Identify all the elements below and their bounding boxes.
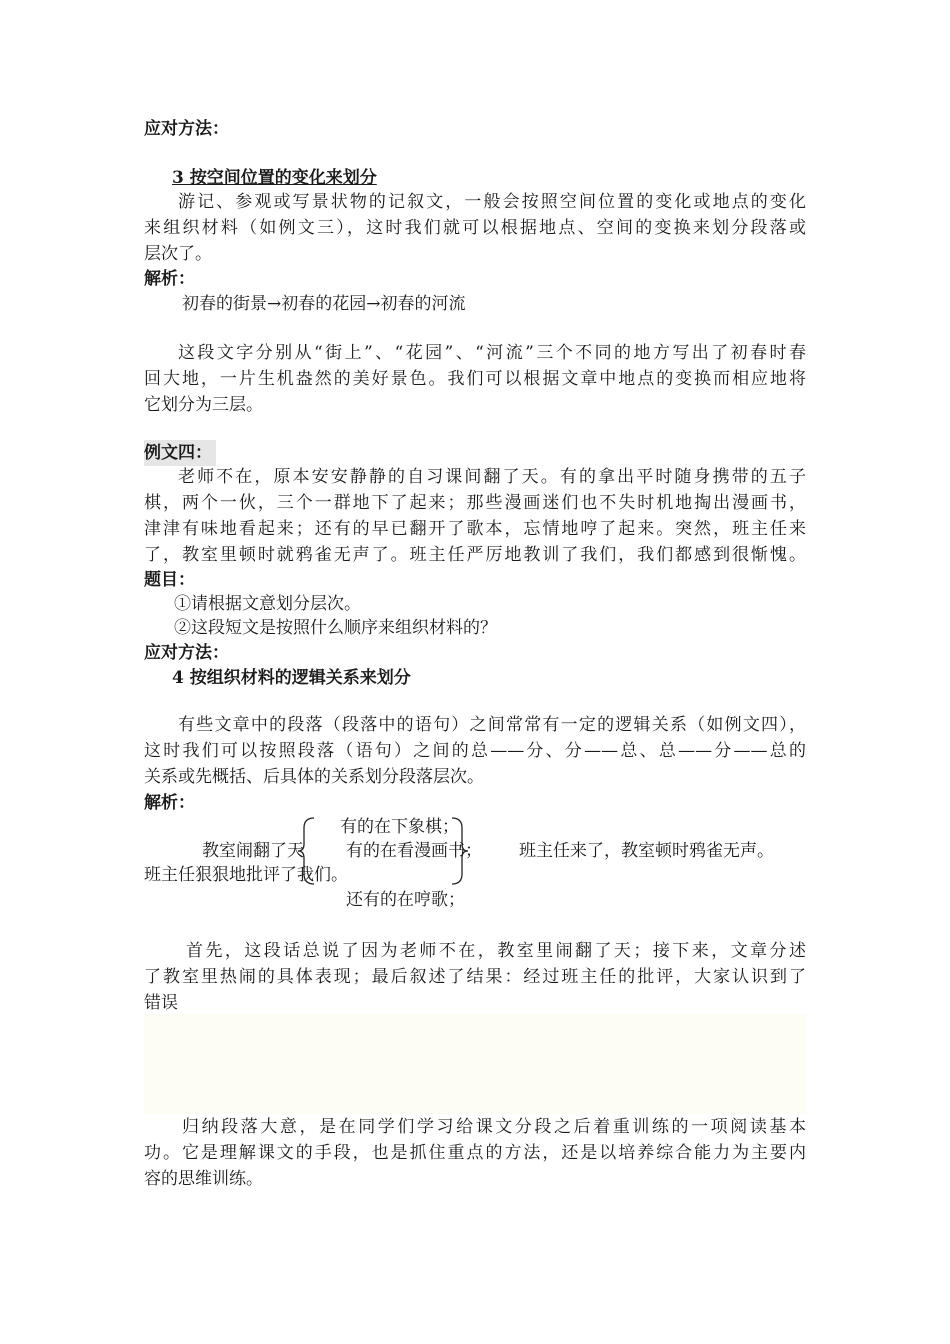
section-4-paragraph <box>144 712 806 790</box>
location-sequence: 初春的街景→初春的花园→初春的河流 <box>182 294 466 314</box>
para-line: 错误 <box>144 993 178 1013</box>
para-line: 棋，两个一伙，三个一群地下了起来；那些漫画迷们也不失时机地掏出漫画书， <box>144 493 806 513</box>
diagram-item-chess: 有的在下象棋； <box>340 817 459 837</box>
para-line: 归纳段落大意，是在同学们学习给课文分段之后着重训练的一项阅读基本 <box>182 1117 806 1137</box>
para-line: 关系或先概括、后具体的关系划分段落层次。 <box>144 767 484 787</box>
analysis-label-2: 解析： <box>144 793 195 813</box>
para-line: 津津有味地看起来；还有的早已翻开了歌本，忘情地哼了起来。突然，班主任来 <box>144 519 806 539</box>
left-brace-icon <box>296 816 320 886</box>
para-line: 游记、参观或写景状物的记叙文，一般会按照空间位置的变化或地点的变化 <box>178 192 806 212</box>
analysis-label-1: 解析： <box>144 269 195 289</box>
para-line: 这段文字分别从“街上”、“花园”、“河流”三个不同的地方写出了初春时春 <box>178 343 806 363</box>
right-brace-icon <box>448 816 472 886</box>
section-3-explanation <box>144 340 806 418</box>
para-line: 它划分为三层。 <box>144 395 263 415</box>
question-label: 题目： <box>144 570 195 590</box>
para-line: 这时我们可以按照段落（语句）之间的总——分、分——总、总——分——总的 <box>144 741 806 761</box>
section-4-title: 4 按组织材料的逻辑关系来划分 <box>172 668 411 688</box>
question-2: ②这段短文是按照什么顺序来组织材料的？ <box>174 618 497 638</box>
para-line: 功。它是理解课文的手段，也是抓住重点的方法，还是以培养综合能力为主要内 <box>144 1143 806 1163</box>
closing-paragraph <box>144 1114 806 1192</box>
para-line: 首先，这段话总说了因为老师不在，教室里闹翻了天；接下来，文章分述 <box>186 941 806 961</box>
method-heading-2: 应对方法： <box>144 643 229 663</box>
para-line: 了，教室里顿时就鸦雀无声了。班主任严厉地教训了我们，我们都感到很惭愧。 <box>144 545 806 565</box>
diagram-right: 班主任来了，教室顿时鸦雀无声。 <box>519 841 774 861</box>
section-3-paragraph <box>144 189 806 267</box>
para-line: 有些文章中的段落（段落中的语句）之间常常有一定的逻辑关系（如例文四）， <box>178 715 806 735</box>
method-heading-1: 应对方法： <box>144 119 229 139</box>
example-4-text <box>144 464 806 568</box>
para-line: 层次了。 <box>144 244 212 264</box>
diagram-left-bottom: 班主任狠狠地批评了我们。 <box>144 865 348 885</box>
section-3-title: 3 按空间位置的变化来划分 <box>172 168 377 188</box>
para-line: 老师不在，原本安安静静的自习课间翻了天。有的拿出平时随身携带的五子 <box>178 467 806 487</box>
para-line: 容的思维训练。 <box>144 1169 263 1189</box>
diagram-left-top: 教室闹翻了天 <box>202 841 304 861</box>
diagram-item-comic: 有的在看漫画书； <box>346 841 482 861</box>
section-4-summary <box>144 938 806 1016</box>
example-4-label: 例文四： <box>144 440 216 466</box>
diagram-item-song: 还有的在哼歌； <box>346 890 465 910</box>
para-line: 回大地，一片生机盎然的美好景色。我们可以根据文章中地点的变换而相应地将 <box>144 369 806 389</box>
para-line: 了教室里热闹的具体表现；最后叙述了结果：经过班主任的批评，大家认识到了 <box>144 967 806 987</box>
question-1: ①请根据文意划分层次。 <box>174 594 361 614</box>
blank-shaded-block <box>144 1014 806 1114</box>
para-line: 来组织材料（如例文三），这时我们就可以根据地点、空间的变换来划分段落或 <box>144 218 806 238</box>
